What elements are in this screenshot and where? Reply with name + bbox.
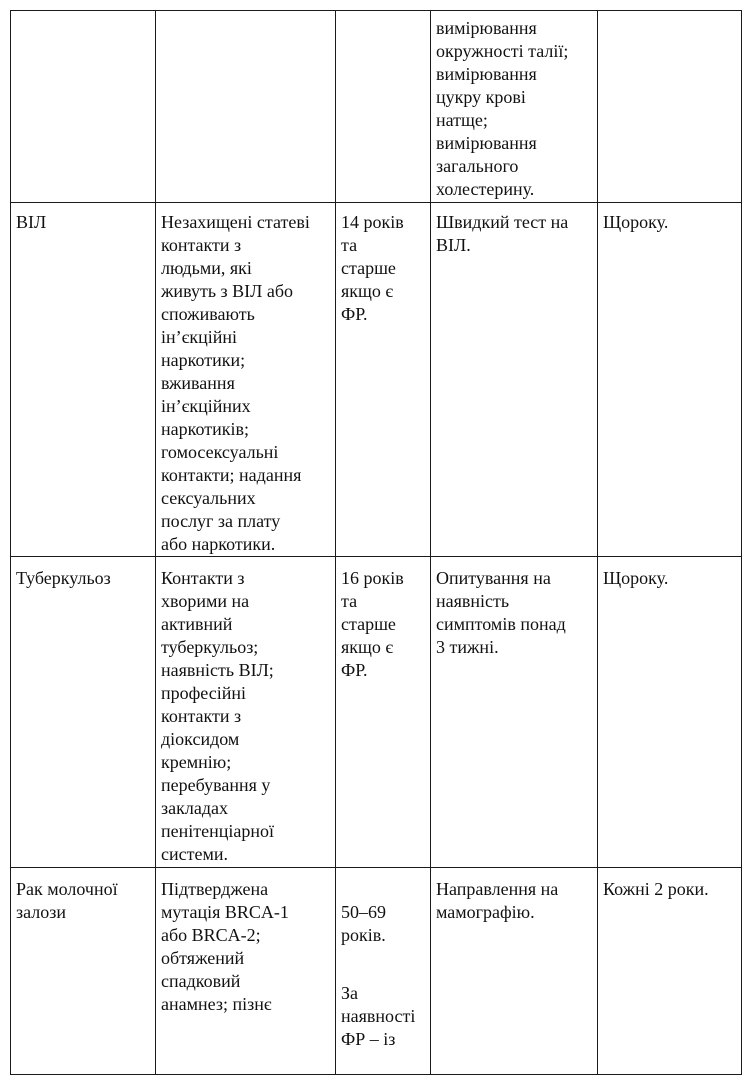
age-paragraph: 50–69 років.	[341, 902, 386, 945]
age-cell	[336, 868, 431, 1075]
condition-cell: Рак молочної залози	[11, 868, 156, 1075]
condition-cell: ВІЛ	[11, 203, 156, 557]
method-cell: Опитування на наявність симптомів понад 3 тижні.	[431, 557, 598, 868]
method-cell: Швидкий тест на ВІЛ.	[431, 203, 598, 557]
age-paragraph: За наявності ФР – із	[341, 983, 416, 1049]
risk-factors-cell: Незахищені статеві контакти з людьми, які живуть з ВІЛ або споживають ін’єкційні наркотики; вживання ін’єкційних наркотиків; гомосексуальні контакти; надання сексуальних послуг за плату або наркотики.	[156, 203, 336, 557]
frequency-cell: Щороку.	[598, 203, 742, 557]
table-row	[11, 203, 742, 557]
frequency-cell: Щороку.	[598, 557, 742, 868]
condition-cell	[11, 11, 156, 203]
frequency-cell: Кожні 2 роки.	[598, 868, 742, 1075]
age-cell	[336, 11, 431, 203]
frequency-cell	[598, 11, 742, 203]
table-row	[11, 11, 742, 203]
screening-table	[10, 10, 742, 1075]
age-cell: 16 років та старше якщо є ФР.	[336, 557, 431, 868]
table-row	[11, 868, 742, 1075]
method-cell: Направлення на мамографію.	[431, 868, 598, 1075]
risk-factors-cell	[156, 11, 336, 203]
method-cell: вимірювання окружності талії; вимірювання цукру крові натще; вимірювання загального холестерину.	[431, 11, 598, 203]
table-row	[11, 557, 742, 868]
risk-factors-cell: Контакти з хворими на активний туберкульоз; наявність ВІЛ; професійні контакти з діоксидом кремнію; перебування у закладах пенітенціарної системи.	[156, 557, 336, 868]
condition-cell: Туберкульоз	[11, 557, 156, 868]
risk-factors-cell: Підтверджена мутація BRCA-1 або BRCA-2; обтяжений спадковий анамнез; пізнє	[156, 868, 336, 1075]
age-cell: 14 років та старше якщо є ФР.	[336, 203, 431, 557]
